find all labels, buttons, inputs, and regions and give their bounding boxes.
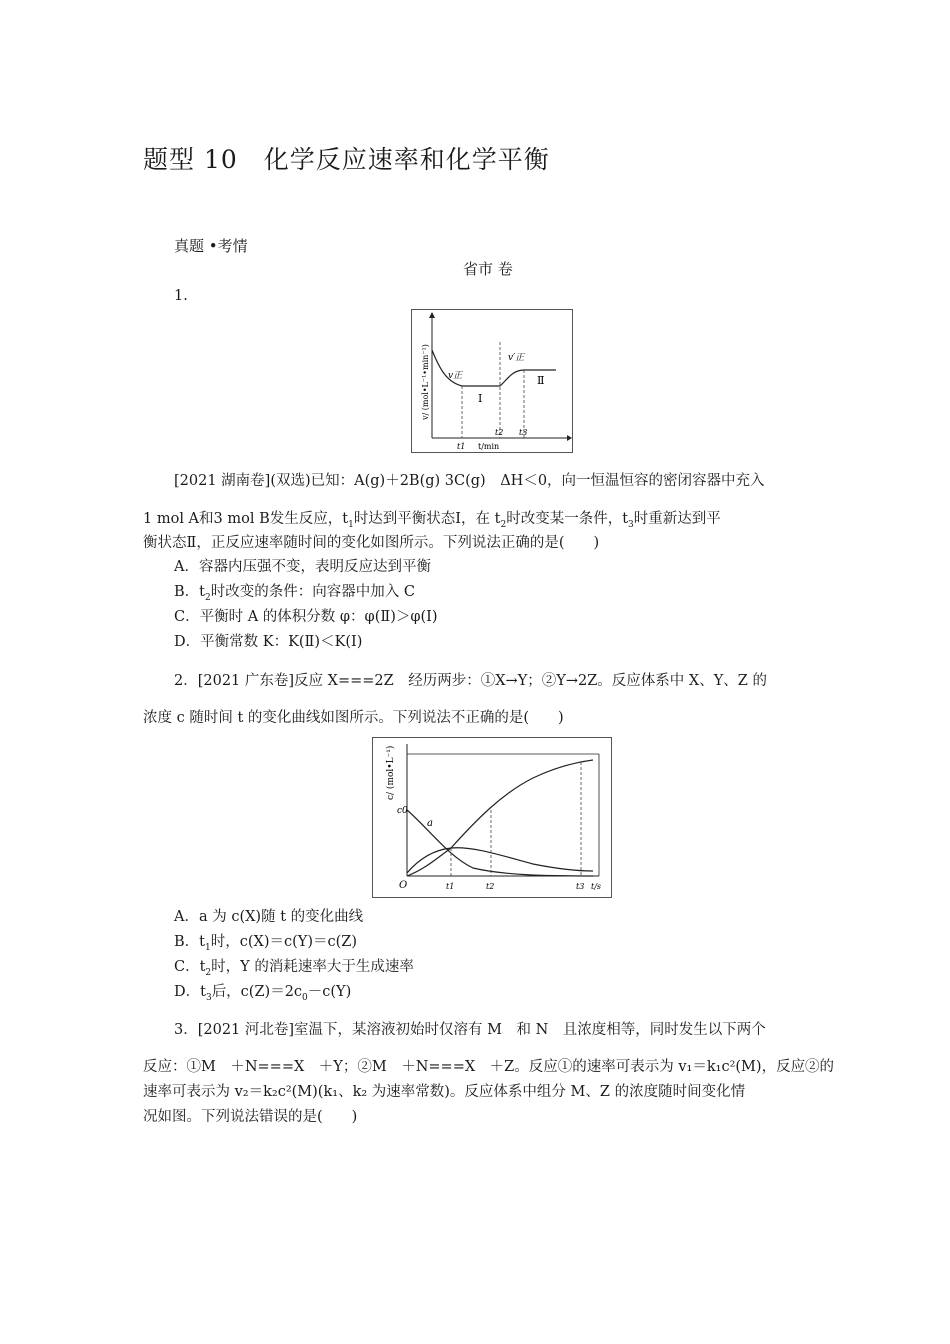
t1-label: t1 (446, 882, 455, 891)
q2-option-d: D．$t_3$后，$c(Z)=2c_0-c(Y)$ (174, 984, 352, 1003)
v-forward-prime-curve (500, 370, 556, 386)
region-2-label: Ⅱ (537, 374, 545, 387)
q3-line-4: 况如图。下列说法错误的是( ) (143, 1109, 358, 1125)
v-forward-prime-label: v′正 (508, 353, 525, 363)
section-heading: 真题 •考情 (174, 237, 248, 255)
q1-line-3: 衡状态Ⅱ，正反应速率随时间的变化如图所示。下列说法正确的是( ) (143, 535, 600, 551)
x-axis-arrow (567, 435, 572, 441)
figure-1 (411, 309, 573, 453)
curve-a-x (407, 810, 593, 876)
t2-label: t2 (495, 428, 504, 437)
t3-label: t3 (576, 882, 585, 891)
q3-line-1: 3．[2021 河北卷]室温下，某溶液初始时仅溶有 M 和 N 且浓度相等，同时发生以下两个 (174, 1022, 766, 1038)
x-axis-label: t/s (591, 882, 602, 891)
q1-option-d: D．平衡常数 K：K(Ⅱ)＜K(Ⅰ) (174, 634, 363, 650)
t3-label: t3 (519, 428, 528, 437)
x-axis-label: t/min (478, 442, 500, 451)
t2-label: t2 (486, 882, 495, 891)
q1-option-c: C．平衡时 A 的体积分数 φ：φ(Ⅱ)＞φ(Ⅰ) (174, 609, 438, 625)
y-axis-arrow (429, 312, 435, 318)
q2-option-b: B．$t_1$时，c(X)＝c(Y)＝c(Z) (174, 934, 357, 953)
page-title: 题型 10 化学反应速率和化学平衡 (143, 145, 550, 174)
region-1-label: Ⅰ (478, 392, 483, 405)
q2-option-c: C．$t_2$时，Y 的消耗速率大于生成速率 (174, 959, 414, 978)
curve-a-label: a (427, 818, 433, 829)
figure-1-svg (412, 310, 572, 452)
q3-line-2: 反应：①M ＋N===X ＋Y；②M ＋N===X ＋Z。反应①的速率可表示为 v₁＝k₁c²(M)，反应②的 (143, 1059, 835, 1075)
curve-z (407, 760, 593, 876)
q1-line-2: 1 mol A和3 mol B发生反应，$t_1$时达到平衡状态Ⅰ，在 $t_2$时改变某一条件，$t_3$时重新达到平 (143, 511, 721, 530)
v-forward-curve (432, 350, 500, 386)
figure-2-svg (373, 738, 611, 897)
q1-option-a: A．容器内压强不变，表明反应达到平衡 (174, 559, 431, 575)
figure-2 (372, 737, 612, 898)
y-axis-label: v/ (mol•L⁻¹•min⁻¹) (421, 344, 430, 420)
y-axis-label: c/ (mol•L⁻¹) (386, 745, 396, 800)
q2-line-1: 2．[2021 广东卷]反应 X===2Z 经历两步：①X→Y；②Y→2Z。反应体系中 X、Y、Z 的 (174, 673, 767, 689)
t1-label: t1 (457, 442, 466, 451)
q3-line-3: 速率可表示为 v₂＝k₂c²(M)(k₁、k₂ 为速率常数)。反应体系中组分 M、Z 的浓度随时间变化情 (143, 1084, 746, 1100)
q1-line-1: [2021 湖南卷](双选)已知：A(g)＋2B(g) 3C(g) ΔH＜0，向一恒温恒容的密闭容器中充入 (174, 473, 765, 489)
origin-label: O (399, 880, 408, 891)
q2-option-a: A．a 为 c(X)随 t 的变化曲线 (174, 909, 364, 925)
q1-option-b: B．$t_2$时改变的条件：向容器中加入 C (174, 584, 415, 603)
c0-label: c0 (397, 806, 408, 816)
q2-line-2: 浓度 c 随时间 t 的变化曲线如图所示。下列说法不正确的是( ) (143, 710, 564, 726)
v-forward-label: v正 (448, 371, 463, 381)
subsection-heading: 省市 卷 (463, 260, 513, 278)
q1-number: 1. (174, 288, 188, 304)
